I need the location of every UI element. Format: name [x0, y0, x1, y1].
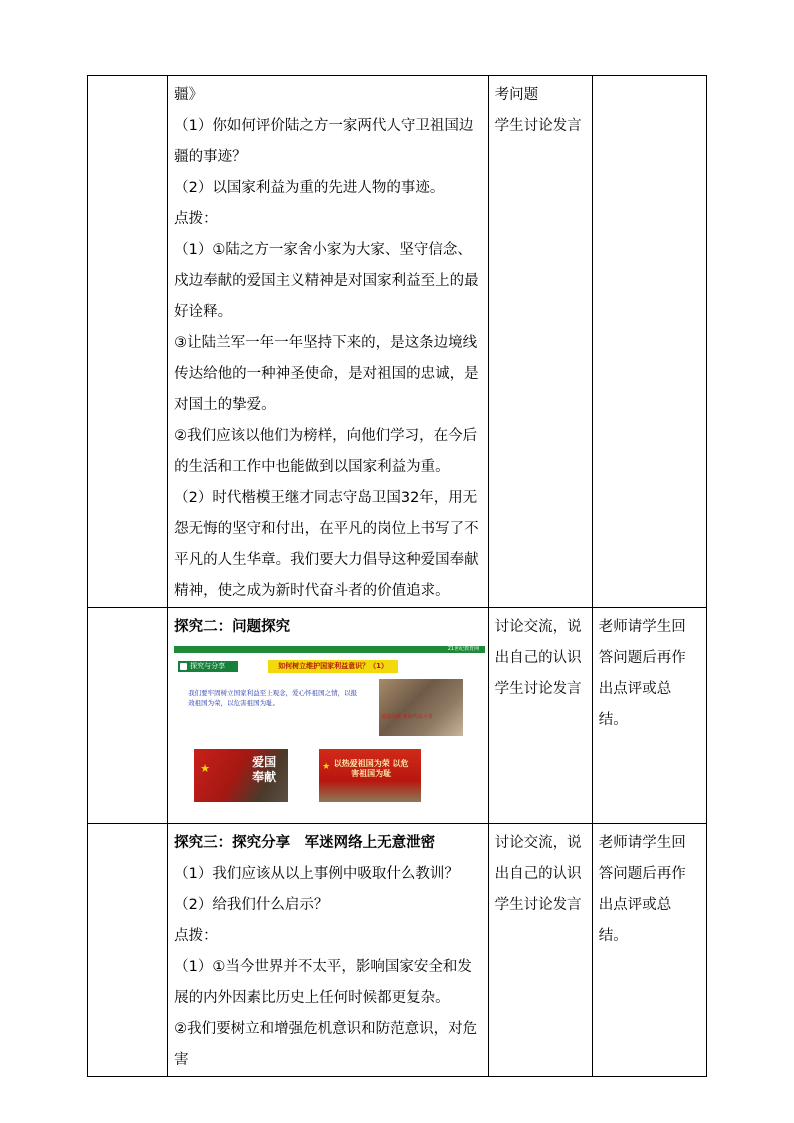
soldiers-photo	[379, 679, 463, 736]
photo-caption: 爱国奉献 新时代奋斗者	[381, 714, 433, 720]
student-activity-text: 考问题	[494, 87, 539, 103]
teacher-activity-text: 老师请学生回答问题后再作出点评或总结。	[598, 835, 686, 944]
slide-section-tag	[178, 661, 238, 672]
student-activity-cell	[488, 608, 592, 824]
student-activity-cell	[488, 76, 592, 608]
section-heading: 探究二：问题探究	[174, 619, 291, 635]
photo-title: 爱国奉献	[252, 755, 277, 784]
banner-photo	[319, 749, 421, 802]
section-cell	[88, 608, 168, 824]
content-paragraph: （2）给我们什么启示？	[174, 897, 329, 913]
star-icon: ★	[200, 762, 210, 775]
content-cell	[168, 824, 489, 1077]
teacher-activity-text: 老师请学生回答问题后再作出点评或总结。	[598, 619, 686, 728]
content-paragraph: 疆》	[174, 87, 204, 103]
content-paragraph: 点拨：	[174, 211, 218, 227]
student-activity-text: 学生讨论发言	[494, 681, 582, 697]
content-paragraph: （1）①当今世界并不太平，影响国家安全和发展的内外因素比历史上任何时候都更复杂。	[174, 959, 472, 1006]
lesson-plan-table	[87, 75, 707, 1077]
content-paragraph: （2）时代楷模王继才同志守岛卫国32年，用无怨无悔的坚守和付出，在平凡的岗位上书写了不平凡的人生华章。我们要大力倡导这种爱国奉献精神，使之成为新时代奋斗者的价值追求。	[174, 490, 479, 599]
content-paragraph: （1）我们应该从以上事例中吸取什么教训？	[174, 866, 459, 882]
student-activity-cell	[488, 824, 592, 1077]
student-activity-text: 讨论交流，说出自己的认识	[494, 835, 582, 882]
slide-image	[174, 646, 485, 806]
content-cell	[168, 608, 489, 824]
teacher-activity-cell	[592, 608, 706, 824]
patriotic-photo	[194, 749, 288, 802]
content-paragraph: ②我们要树立和增强危机意识和防范意识，对危害	[174, 1021, 478, 1068]
content-paragraph: ③让陆兰军一年一年坚持下来的，是这条边境线传达给他的一种神圣使命，是对祖国的忠诚，是对国土的挚爱。	[174, 335, 479, 413]
slide-question: 如何树立维护国家利益意识？（1）	[268, 660, 398, 673]
slide-top-bar	[174, 646, 485, 653]
teacher-activity-cell	[592, 76, 706, 608]
tag-icon	[180, 663, 187, 670]
section-cell	[88, 824, 168, 1077]
content-paragraph: （2）以国家利益为重的先进人物的事迹。	[174, 180, 445, 196]
student-activity-text: 讨论交流，说出自己的认识	[494, 619, 582, 666]
teacher-activity-cell	[592, 824, 706, 1077]
banner-text: 以热爱祖国为荣 以危害祖国为耻	[333, 759, 409, 778]
content-paragraph: ②我们应该以他们为榜样，向他们学习，在今后的生活和工作中也能做到以国家利益为重。	[174, 428, 478, 475]
student-activity-text: 学生讨论发言	[494, 118, 582, 134]
slide-body-text: 我们要牢固树立国家利益至上观念，爱心怀祖国之情，以报效祖国为荣，以危害祖国为耻。	[188, 689, 358, 707]
table-row	[88, 76, 707, 608]
table-row	[88, 824, 707, 1077]
section-heading: 探究三：探究分享 军迷网络上无意泄密	[174, 835, 436, 851]
content-paragraph: （1）①陆之方一家舍小家为大家、坚守信念、戍边奉献的爱国主义精神是对国家利益至上的最好诠释。	[174, 242, 479, 320]
slide-tag-label: 探究与分享	[190, 662, 226, 670]
table-row	[88, 608, 707, 824]
content-paragraph: （1）你如何评价陆之方一家两代人守卫祖国边疆的事迹？	[174, 118, 474, 165]
slide-brand-logo: 21世纪教育网	[447, 646, 480, 652]
content-paragraph: 点拨：	[174, 928, 218, 944]
section-cell	[88, 76, 168, 608]
student-activity-text: 学生讨论发言	[494, 897, 582, 913]
star-icon: ★	[322, 762, 331, 772]
content-cell	[168, 76, 489, 608]
